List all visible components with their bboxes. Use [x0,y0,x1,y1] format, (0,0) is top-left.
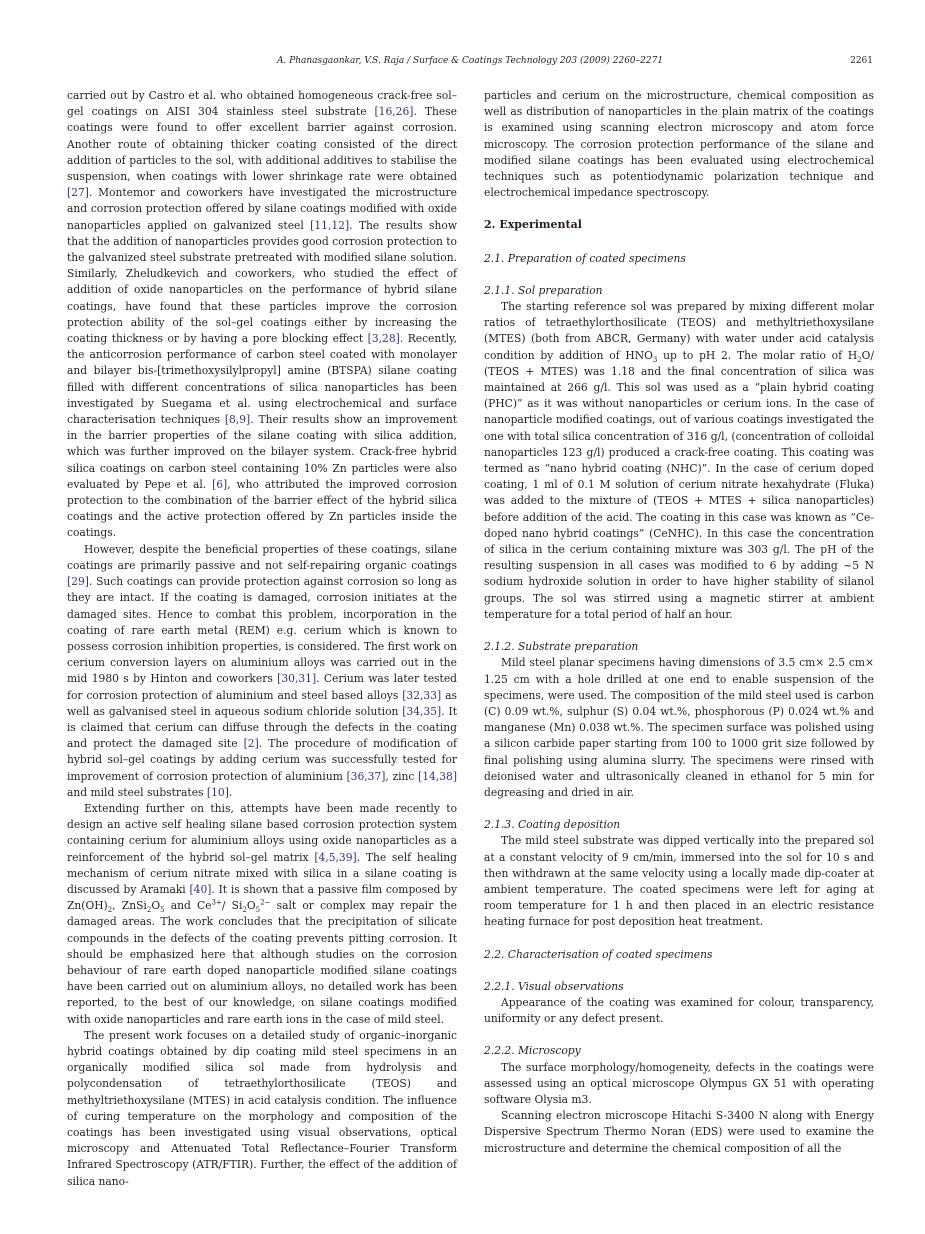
citation-link[interactable]: [36,37] [346,769,386,783]
paragraph-self-healing: Extending further on this, attempts have been made recently to design an active self healing silane based corrosion protection system containing cerium for aluminium alloys using oxide nanoparticles as a reinforcement of the hybrid sol–gel matrix [4,5,39]. The self healing mechanism of cerium nitrate mixed with silica in a silane coating is discussed by Aramaki [40]. It is shown that a passive film composed by $Zn(OH)_2$, $ZnSi_2O_5$ and $Ce^{3+}/$ $Si_2O_5^{2-}$ salt or complex may repair the damaged areas. The work concludes that the precipitation of silicate compounds in the defects of the coating prevents pitting corrosion. It should be emphasized here that although studies on the corrosion behaviour of rare earth doped nanoparticle modified silane coatings have been carried out on aluminium alloys, no detailed work has been reported, to the best of our knowledge, on silane coatings modified with oxide nanoparticles and rare earth ions in the case of mild steel. [67,801,457,1026]
paragraph-deposition: The mild steel substrate was dipped vertically into the prepared sol at a constant velocity of 9 cm/min, immersed into the sol for 10 s and then withdrawn at the same velocity using a locally made dip-coater at ambient temperature. The coated specimens were left for aging at room temperature for 1 h and then placed in an electric resistance heating furnace for post deposition heat treatment. [484,834,874,929]
running-title: A. Phanasgaonkar, V.S. Raja / Surface & Coatings Technology 203 (2009) 2260–2271 [276,56,664,66]
left-column [67,88,457,1190]
paragraph-substrate: Mild steel planar specimens having dimensions of 3.5 cm× 2.5 cm× 1.25 cm with a hole drilled at one end to enable suspension of the specimens, were used. The composition of the mild steel used is carbon (C) 0.09 wt.%, sulphur (S) 0.04 wt.%, phosphorous (P) 0.024 wt.% and manganese (Mn) 0.038 wt.%. The specimen surface was polished using a silicon carbide paper starting from 100 to 1000 grit size followed by final polishing using alumina slurry. The specimens were rinsed with deionised water and ultrasonically cleaned in ethanol for 5 min for degreasing and dried in air. [484,656,874,799]
subsubsection-heading-deposition: 2.1.3. Coating deposition [484,818,621,832]
citation-link[interactable]: [4,5,39] [314,850,357,864]
right-column [484,88,874,1157]
citation-link[interactable]: [3,28] [367,332,400,346]
citation-link[interactable]: [14,38] [418,769,457,783]
paragraph-cerium: However, despite the beneficial properties of these coatings, silane coatings are primarily passive and not self-repairing organic coatings [29]. Such coatings can provide protection against corrosion so long as they are intact. If the coating is damaged, corrosion initiates at the damaged sites. Hence to combat this problem, incorporation in the coating of rare earth metal (REM) e.g. cerium which is known to possess corrosion inhibition properties, is considered. The first work on cerium conversion layers on aluminium alloys was carried out in the mid 1980 s by Hinton and coworkers [30,31]. Cerium was later tested for corrosion protection of aluminium and steel based alloys [32,33] as well as galvanised steel in aqueous sodium chloride solution [34,35]. It is claimed that cerium can diffuse through the defects in the coating and protect the damaged site [2]. The procedure of modification of hybrid sol–gel coatings by adding cerium was successfully tested for improvement of corrosion protection of aluminium [36,37], zinc [14,38] and mild steel substrates [10]. [67,542,458,799]
paragraph-microscopy-sem: Scanning electron microscope Hitachi S-3400 N along with Energy Dispersive Spectrum Thermo Noran (EDS) were used to examine the microstructure and determine the chemical composition of all the [484,1109,874,1155]
subsection-heading-preparation: 2.1. Preparation of coated specimens [484,251,686,265]
citation-link[interactable]: [11,12] [310,218,350,232]
citation-link[interactable]: [34,35] [402,704,442,718]
paragraph-microscopy-optical: The surface morphology/homogeneity, defects in the coatings were assessed using an optical microscope Olympus GX 51 with operating software Olysia m3. [484,1060,874,1106]
subsubsection-heading-visual: 2.2.1. Visual observations [484,979,624,993]
page-number: 2261 [850,56,873,66]
paragraph-present-work-continued: particles and cerium on the microstructure, chemical composition as well as distribution of nanoparticles in the plain matrix of the coatings is examined using scanning electron microscopy and atom force microscopy. The corrosion protection performance of the silane and modified silane coatings has been evaluated using electrochemical techniques such as potentiodynamic polarization technique and electrochemical impedance spectroscopy. [484,89,874,200]
subsection-heading-characterisation: 2.2. Characterisation of coated specimens [484,947,713,961]
subsubsection-heading-sol: 2.1.1. Sol preparation [484,283,603,297]
paragraph-visual: Appearance of the coating was examined for colour, transparency, uniformity or any defect present. [484,995,874,1026]
citation-link[interactable]: [6] [212,477,228,491]
running-head [67,56,873,72]
citation-link[interactable]: [2] [243,737,259,751]
citation-link[interactable]: [16,26] [374,105,414,119]
paragraph-present-work: The present work focuses on a detailed study of organic–inorganic hybrid coatings obtained by dip coating mild steel specimens in an organically modified silica sol made from hydrolysis and polycondensation of tetraethylorthosilicate (TEOS) and methyltriethoxysilane (MTES) in acid catalysis condition. The influence of curing temperature on the morphology and composition of the coatings has been investigated using visual observations, optical microscopy and Attenuated Total Reflectance–Fourier Transform Infrared Spectroscopy (ATR/FTIR). Further, the effect of the addition of silica nano- [67,1028,457,1188]
citation-link[interactable]: [27] [67,186,89,200]
citation-link[interactable]: [10] [206,785,229,799]
citation-link[interactable]: [8,9] [224,413,251,427]
paragraph-sol-preparation: The starting reference sol was prepared by mixing different molar ratios of tetraethylorthosilicate (TEOS) and methyltriethoxysilane (MTES) (both from ABCR, Germany) with water under acid catalysis condition by addition of $HNO_3$ up to pH 2. The molar ratio of $H_2O/$ (TEOS + MTES) was 1.18 and the final concentration of silica was maintained at 266 g/l. This sol was used as a “plain hybrid coating (PHC)” as it was without nanoparticles or cerium ions. In the case of nanoparticle modified coatings, out of various coatings investigated the one with total silica concentration of 316 g/l, (concentration of colloidal nanoparticles 123 g/l) produced a crack-free coating. This coating was termed as “nano hybrid coating (NHC)”. In the case of cerium doped coating, 1 ml of 0.1 M solution of cerium nitrate hexahydrate (Fluka) was added to the mixture of (TEOS + MTES + silica nanoparticles) before addition of the acid. The coating in this case was known as “Ce-doped nano hybrid coatings” (CeNHC). In this case the concentration of silica in the cerium containing mixture was 303 g/l. The pH of the resulting suspension in all cases was modified to 6 by adding ~5 N sodium hydroxide solution in order to have higher stability of silanol groups. The sol was stirred using a magnetic stirrer at ambient temperature for a total period of half an hour. [484,300,875,621]
subsubsection-heading-microscopy: 2.2.2. Microscopy [484,1044,581,1058]
citation-link[interactable]: [40] [189,882,212,896]
subsubsection-heading-substrate: 2.1.2. Substrate preparation [484,640,639,654]
citation-link[interactable]: [32,33] [402,688,442,702]
paragraph-intro-continued: carried out by Castro et al. who obtained homogeneous crack-free sol–gel coatings on AISI 304 stainless steel substrate [16,26]. These coatings were found to offer excellent barrier against corrosion. Another route of obtaining thicker coating consisted of the direct addition of particles to the sol, with additional additives to stabilise the suspension, when coatings with lower shrinkage rate were obtained [27]. Montemor and coworkers have investigated the microstructure and corrosion protection offered by silane coatings modified with oxide nanoparticles applied on galvanized steel [11,12]. The results show that the addition of nanoparticles provides good corrosion protection to the galvanized steel substrate pretreated with modified silane solution. Similarly, Zheludkevich and coworkers, who studied the effect of addition of oxide nanoparticles on the performance of hybrid silane coatings, have found that these particles improve the corrosion protection ability of the sol–gel coatings either by increasing the coating thickness or by having a pore blocking effect [3,28]. Recently, the anticorrosion performance of carbon steel coated with monolayer and bilayer bis-[trimethoxysilylpropyl] amine (BTSPA) silane coating filled with different concentrations of silica nanoparticles has been investigated by Suegama et al. using electrochemical and surface characterisation techniques [8,9]. Their results show an improvement in the barrier properties of the silane coating with silica addition, which was further improved on the bilayer system. Crack-free hybrid silica coatings on carbon steel containing 10% Zn particles were also evaluated by Pepe et al. [6], who attributed the improved corrosion protection to the combination of the barrier effect of the hybrid silica coatings and the active protection offered by Zn particles inside the coatings. [67,89,458,540]
citation-link[interactable]: [29] [67,575,89,589]
section-heading-experimental: 2. Experimental [484,218,582,232]
citation-link[interactable]: [30,31] [277,672,317,686]
